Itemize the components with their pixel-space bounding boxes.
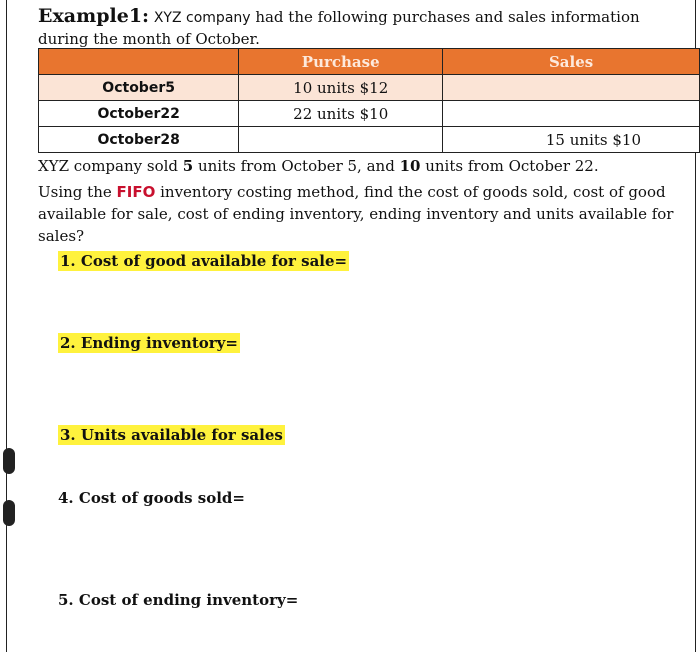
row-sales [443,101,700,127]
question-number: 2. [60,334,76,352]
header-cell-date [39,49,239,75]
question-3 [58,426,285,444]
sold-qty-2: 10 [399,157,421,175]
question-number: 1. [60,252,76,270]
instruction-text: Using the [38,183,117,201]
sold-line [38,155,678,177]
question-number: 3. [60,426,76,444]
example-heading: Example1: [38,5,150,27]
row-purchase [239,127,443,153]
question-5 [58,591,298,609]
sold-qty-1: 5 [182,157,194,175]
table-row [39,101,700,127]
question-1 [58,252,349,270]
question-text: Units available for sales [80,426,283,444]
row-sales: 15 units $10 [443,127,700,153]
sold-text: units from October 22. [420,157,599,175]
instruction-paragraph [38,181,678,247]
table-row [39,75,700,101]
company-name: XYZ company [153,10,251,26]
edge-mark [3,448,15,474]
intro-paragraph [38,6,668,50]
question-2 [58,334,240,352]
method-name: FIFO [116,183,156,201]
row-sales [443,75,700,101]
question-4 [58,489,245,507]
row-purchase: 22 units $10 [239,101,443,127]
question-number: 4. [58,489,74,507]
question-text: Cost of ending inventory= [78,591,299,609]
row-purchase: 10 units $12 [239,75,443,101]
row-date: October5 [39,75,239,101]
question-number: 5. [58,591,74,609]
edge-mark [3,500,15,526]
question-text: Cost of goods sold= [78,489,245,507]
table-header-row [39,49,700,75]
table-row [39,127,700,153]
transactions-table [38,48,700,153]
instruction-text: inventory costing method, find the cost of goods sold, cost of good available for sale, cost of ending inventory, ending inventory and units available for sales? [38,183,674,245]
question-text: Cost of good available for sale= [80,252,348,270]
sold-text: XYZ company sold [38,157,183,175]
question-text: Ending inventory= [80,334,238,352]
row-date: October28 [39,127,239,153]
header-cell-purchase: Purchase [239,49,443,75]
row-date: October22 [39,101,239,127]
sold-text: units from October 5, and [193,157,400,175]
header-cell-sales: Sales [443,49,700,75]
intro-text: had the following purchases and sales information during the month of October. [38,8,640,48]
